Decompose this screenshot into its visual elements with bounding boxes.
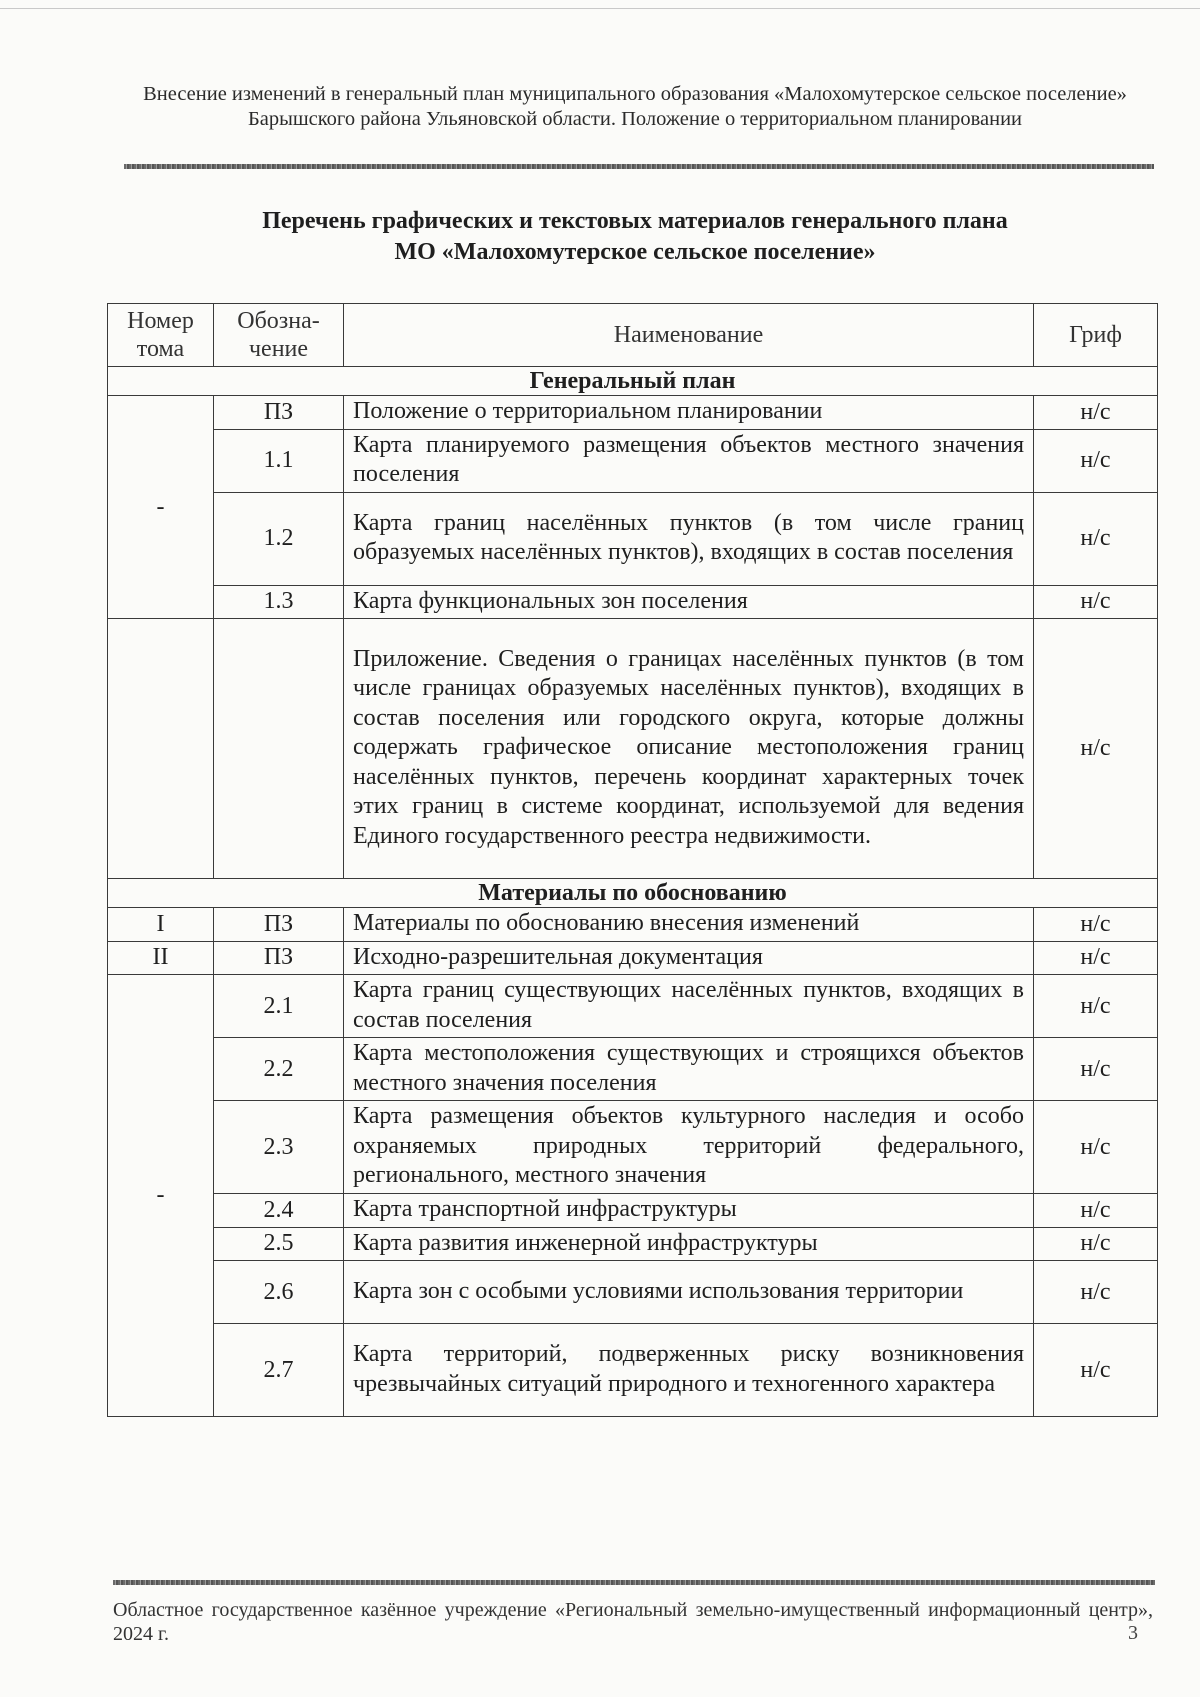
volume-number: -	[108, 975, 214, 1417]
designation: 1.3	[214, 585, 344, 619]
designation: 2.6	[214, 1261, 344, 1324]
item-name: Карта границ населённых пунктов (в том числе границ образуемых населённых пунктов), входящих в состав поселения	[344, 492, 1034, 585]
running-footer: Областное государственное казённое учреждение «Региональный земельно-имущественный информационный центр», 2024 г.	[113, 1599, 1153, 1645]
grif: н/с	[1034, 585, 1158, 619]
grif: н/с	[1034, 1194, 1158, 1228]
item-name: Приложение. Сведения о границах населённых пунктов (в том числе границах образуемых населённых пунктов), входящих в состав поселения или городского округа, которые должны содержать графическое описание местоположения границ населённых пунктов, перечень координат характерных точек этих границ в системе координат, используемой для ведения Единого государственного реестра недвижимости.	[344, 619, 1034, 879]
header-volume-number: Номер тома	[108, 304, 214, 367]
item-name: Карта размещения объектов культурного наследия и особо охраняемых природных территорий федерального, регионального, местного значения	[344, 1101, 1034, 1194]
designation: 2.5	[214, 1227, 344, 1261]
header-designation: Обозна-чение	[214, 304, 344, 367]
grif: н/с	[1034, 1227, 1158, 1261]
item-name: Карта развития инженерной инфраструктуры	[344, 1227, 1034, 1261]
document-title	[120, 206, 1150, 268]
grif: н/с	[1034, 1038, 1158, 1101]
table-row	[108, 429, 1158, 492]
grif: н/с	[1034, 492, 1158, 585]
item-name: Положение о территориальном планировании	[344, 396, 1034, 430]
grif: н/с	[1034, 429, 1158, 492]
table-row	[108, 1324, 1158, 1417]
grif: н/с	[1034, 1101, 1158, 1194]
section-title: Материалы по обоснованию	[108, 879, 1158, 908]
table-row	[108, 619, 1158, 879]
grif: н/с	[1034, 975, 1158, 1038]
section-row-general-plan	[108, 367, 1158, 396]
page-number: 3	[1128, 1622, 1138, 1644]
title-line-1: Перечень графических и текстовых материалов генерального плана	[262, 208, 1008, 234]
volume-number: I	[108, 908, 214, 942]
item-name: Карта функциональных зон поселения	[344, 585, 1034, 619]
grif: н/с	[1034, 941, 1158, 975]
table-row	[108, 941, 1158, 975]
designation: 1.2	[214, 492, 344, 585]
table-header-row	[108, 304, 1158, 367]
item-name: Материалы по обоснованию внесения изменений	[344, 908, 1034, 942]
item-name: Карта местоположения существующих и строящихся объектов местного значения поселения	[344, 1038, 1034, 1101]
grif: н/с	[1034, 908, 1158, 942]
table-row	[108, 975, 1158, 1038]
page-top-edge	[0, 0, 1200, 9]
designation: ПЗ	[214, 941, 344, 975]
running-header: Внесение изменений в генеральный план муниципального образования «Малохомутерское сельское поселение» Барышского района Ульяновской области. Положение о территориальном планировании	[143, 83, 1127, 130]
item-name: Исходно-разрешительная документация	[344, 941, 1034, 975]
table-row	[108, 492, 1158, 585]
designation: 2.7	[214, 1324, 344, 1417]
section-title: Генеральный план	[108, 367, 1158, 396]
volume-number: -	[108, 396, 214, 619]
item-name: Карта транспортной инфраструктуры	[344, 1194, 1034, 1228]
designation: 2.4	[214, 1194, 344, 1228]
header-name: Наименование	[344, 304, 1034, 367]
item-name: Карта границ существующих населённых пунктов, входящих в состав поселения	[344, 975, 1034, 1038]
footer-rule	[113, 1580, 1155, 1585]
table-row	[108, 1261, 1158, 1324]
volume-number	[108, 619, 214, 879]
designation: ПЗ	[214, 396, 344, 430]
item-name: Карта планируемого размещения объектов местного значения поселения	[344, 429, 1034, 492]
materials-table	[107, 303, 1158, 1417]
grif: н/с	[1034, 619, 1158, 879]
section-row-justification	[108, 879, 1158, 908]
grif: н/с	[1034, 1261, 1158, 1324]
item-name: Карта территорий, подверженных риску возникновения чрезвычайных ситуаций природного и техногенного характера	[344, 1324, 1034, 1417]
volume-number: II	[108, 941, 214, 975]
table-row	[108, 585, 1158, 619]
header-grif: Гриф	[1034, 304, 1158, 367]
grif: н/с	[1034, 1324, 1158, 1417]
designation: 2.1	[214, 975, 344, 1038]
designation: 2.2	[214, 1038, 344, 1101]
designation: 1.1	[214, 429, 344, 492]
table-row	[108, 1227, 1158, 1261]
table-row	[108, 1194, 1158, 1228]
title-line-2: МО «Малохомутерское сельское поселение»	[394, 239, 876, 265]
table-row	[108, 1038, 1158, 1101]
table-row	[108, 908, 1158, 942]
designation	[214, 619, 344, 879]
item-name: Карта зон с особыми условиями использования территории	[344, 1261, 1034, 1324]
designation: 2.3	[214, 1101, 344, 1194]
grif: н/с	[1034, 396, 1158, 430]
designation: ПЗ	[214, 908, 344, 942]
table-row	[108, 1101, 1158, 1194]
table-row	[108, 396, 1158, 430]
header-rule	[124, 164, 1154, 169]
